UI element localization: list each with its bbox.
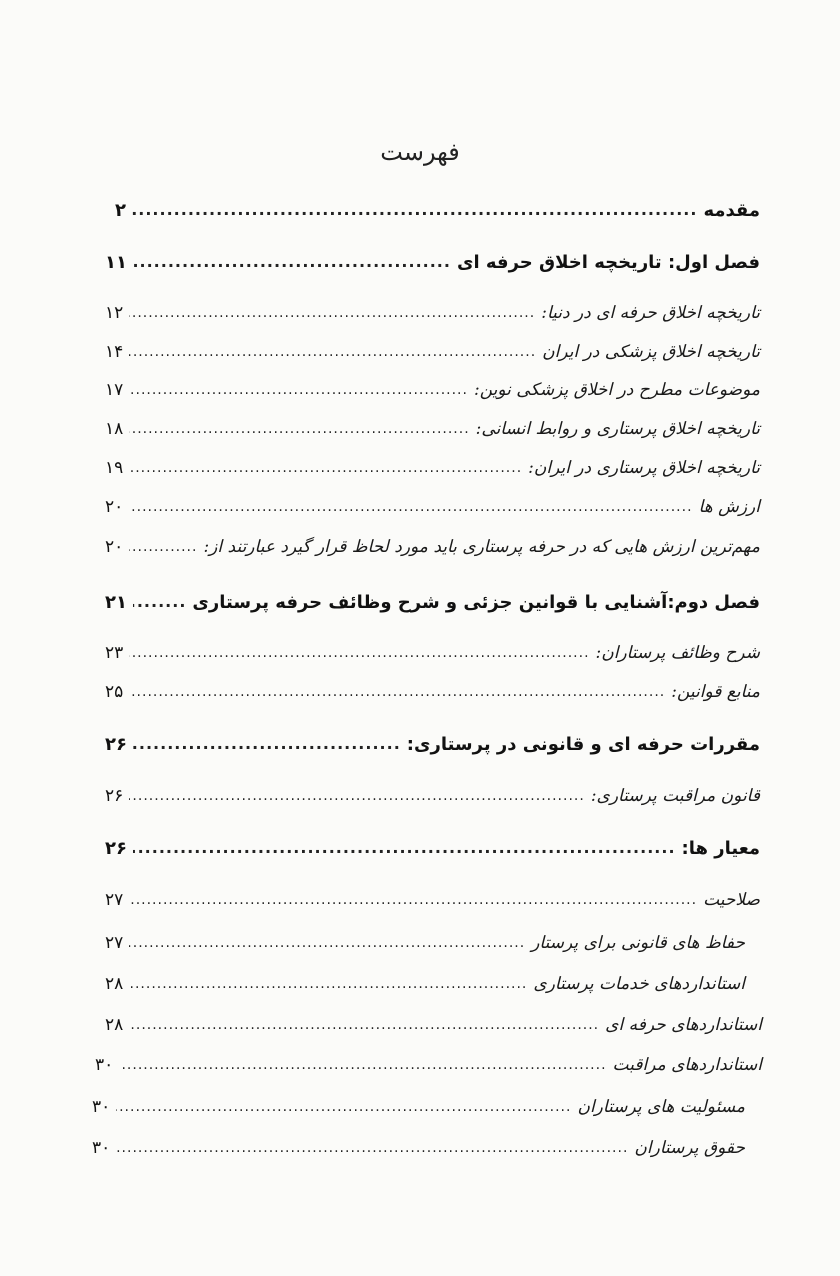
toc-entry-label: مهم‌ترین ارزش هایی که در حرفه پرستاری باید مورد لحاظ قرار گیرد عبارتند از: — [203, 537, 760, 557]
toc-entry-page: ۱۹ — [105, 458, 124, 478]
toc-leader — [116, 1141, 628, 1155]
toc-entry[interactable] — [105, 727, 760, 761]
toc-entry-label: استانداردهای مراقبت — [612, 1055, 762, 1075]
toc-entry-label: استانداردهای خدمات پرستاری — [533, 974, 745, 994]
toc-entry[interactable] — [105, 831, 760, 865]
toc-title: فهرست — [380, 138, 460, 166]
toc-entry[interactable] — [105, 636, 760, 670]
toc-entry-label: فصل دوم:آشنایی با قوانین جزئی و شرح وظائف حرفه پرستاری — [192, 591, 760, 613]
toc-entry[interactable] — [105, 490, 760, 524]
toc-leader — [129, 306, 535, 320]
toc-entry-page: ۱۴ — [105, 342, 124, 362]
toc-leader — [129, 1018, 599, 1032]
toc-entry-label: تاریخچه اخلاق پرستاری و روابط انسانی: — [475, 419, 760, 439]
toc-entry[interactable] — [105, 779, 760, 813]
toc-entry-label: تاریخچه اخلاق پزشکی در ایران — [542, 342, 760, 362]
toc-entry-label: تاریخچه اخلاق پرستاری در ایران: — [528, 458, 760, 478]
toc-leader — [129, 345, 536, 359]
toc-entry[interactable] — [105, 967, 745, 1001]
toc-leader — [129, 893, 697, 907]
toc-entry-page: ۲۵ — [105, 682, 124, 702]
toc-entry-page: ۲۰ — [105, 537, 124, 557]
toc-leader — [129, 540, 197, 554]
toc-entry[interactable] — [105, 530, 760, 564]
toc-entry-page: ۱۱ — [105, 251, 127, 273]
toc-entry-page: ۲۶ — [105, 786, 124, 806]
toc-entry-label: حقوق پرستاران — [634, 1138, 745, 1158]
toc-entry-page: ۲۷ — [105, 933, 124, 953]
toc-entry-page: ۱۷ — [105, 380, 124, 400]
toc-entry[interactable] — [105, 675, 760, 709]
toc-entry-label: حفاظ های قانونی برای پرستار — [531, 933, 745, 953]
toc-entry-page: ۲۶ — [105, 837, 127, 859]
toc-leader — [132, 202, 697, 218]
toc-entry-page: ۲۸ — [105, 1015, 124, 1035]
toc-entry-page: ۲۸ — [105, 974, 124, 994]
toc-entry-label: معیار ها: — [681, 837, 760, 859]
toc-leader — [133, 594, 186, 610]
toc-leader — [129, 977, 527, 991]
toc-entry[interactable] — [105, 585, 760, 619]
toc-entry-label: استانداردهای حرفه ای — [605, 1015, 762, 1035]
toc-leader — [129, 461, 522, 475]
toc-entry-page: ۲۶ — [105, 733, 127, 755]
toc-entry[interactable] — [105, 451, 760, 485]
toc-entry-label: مسئولیت های پرستاران — [577, 1097, 745, 1117]
toc-entry-label: فصل اول: تاریخچه اخلاق حرفه ای — [456, 251, 760, 273]
toc-entry-label: مقدمه — [703, 199, 760, 221]
toc-leader — [133, 840, 676, 856]
toc-entry-page: ۱۸ — [105, 419, 124, 439]
toc-entry-page: ۲ — [115, 199, 126, 221]
toc-entry[interactable] — [95, 1048, 762, 1082]
toc-leader — [129, 383, 468, 397]
toc-entry-label: مقررات حرفه ای و قانونی در پرستاری: — [406, 733, 760, 755]
toc-entry-page: ۲۱ — [105, 591, 127, 613]
toc-entry-page: ۳۰ — [95, 1055, 114, 1075]
toc-entry-page: ۲۰ — [105, 497, 124, 517]
toc-leader — [133, 736, 401, 752]
toc-entry-label: صلاحیت — [703, 890, 760, 910]
toc-leader — [129, 789, 585, 803]
toc-entry-label: قانون مراقبت پرستاری: — [590, 786, 760, 806]
toc-entry-label: شرح وظائف پرستاران: — [595, 643, 760, 663]
toc-entry[interactable] — [105, 373, 760, 407]
toc-leader — [129, 422, 469, 436]
toc-entry[interactable] — [105, 1008, 762, 1042]
toc-entry-page: ۲۷ — [105, 890, 124, 910]
toc-leader — [119, 1058, 606, 1072]
toc-leader — [129, 685, 665, 699]
toc-entry[interactable] — [105, 296, 760, 330]
toc-entry[interactable] — [105, 335, 760, 369]
toc-entry-label: منابع قوانین: — [671, 682, 760, 702]
toc-entry[interactable] — [105, 245, 760, 279]
toc-entry[interactable] — [105, 412, 760, 446]
toc-entry-label: ارزش ها — [698, 497, 760, 517]
toc-leader — [133, 254, 451, 270]
toc-entry[interactable] — [115, 193, 760, 227]
toc-entry-page: ۳۰ — [92, 1097, 111, 1117]
toc-leader — [129, 646, 589, 660]
toc-entry-page: ۱۲ — [105, 303, 124, 323]
toc-entry[interactable] — [92, 1090, 745, 1124]
toc-entry-page: ۲۳ — [105, 643, 124, 663]
toc-entry-label: موضوعات مطرح در اخلاق پزشکی نوین: — [473, 380, 760, 400]
toc-entry[interactable] — [105, 926, 745, 960]
toc-entry[interactable] — [92, 1131, 745, 1165]
toc-entry-page: ۳۰ — [92, 1138, 111, 1158]
toc-entry[interactable] — [105, 883, 760, 917]
toc-leader — [129, 936, 525, 950]
toc-leader — [129, 500, 692, 514]
toc-entry-label: تاریخچه اخلاق حرفه ای در دنیا: — [541, 303, 760, 323]
toc-leader — [116, 1100, 571, 1114]
